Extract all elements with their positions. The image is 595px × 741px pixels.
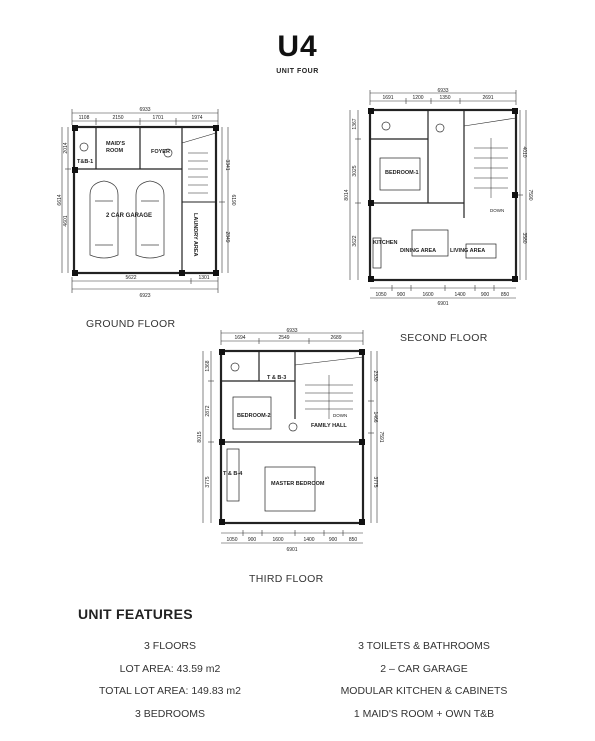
- dim-top: 2689: [330, 335, 342, 341]
- dim-top: 1200: [412, 95, 424, 101]
- feature-left-1: 3 FLOORS: [144, 640, 196, 652]
- dim-total-right: 6190: [230, 194, 236, 206]
- dim-bottom: 1600: [422, 292, 434, 298]
- dim-bottom: 5622: [125, 275, 137, 281]
- dim-left: 1368: [205, 360, 211, 372]
- dim-left: 2872: [205, 405, 211, 417]
- dim-top: 1701: [152, 115, 164, 121]
- dim-left: 4601: [63, 215, 69, 227]
- dim-top: 2549: [278, 335, 290, 341]
- dim-total-left: 8014: [344, 189, 350, 201]
- dim-total-bottom: 6923: [139, 293, 151, 299]
- dim-total-top: 6933: [139, 107, 151, 113]
- dim-total-right: 7590: [527, 189, 533, 201]
- room-label-family-hall: FAMILY HALL: [311, 423, 347, 429]
- room-label-tb1: T&B-1: [77, 159, 94, 165]
- feature-left-4: 3 BEDROOMS: [134, 708, 205, 720]
- room-label-master-bedroom: MASTER BEDROOM: [271, 481, 325, 487]
- feature-right-3: MODULAR KITCHEN & CABINETS: [340, 685, 508, 697]
- dim-bottom: 1400: [303, 537, 315, 543]
- dim-right: 3775: [372, 476, 378, 488]
- dim-bottom: 1050: [375, 292, 387, 298]
- dim-left: 3775: [205, 476, 211, 488]
- third-floor-columns: [219, 349, 365, 525]
- dim-total-left: 6614: [57, 194, 63, 206]
- dim-bottom: 850: [348, 537, 358, 543]
- unit-features-heading: UNIT FEATURES: [78, 606, 193, 622]
- dim-bottom: 850: [500, 292, 510, 298]
- room-label-laundry: LAUNDRY AREA: [192, 213, 198, 257]
- feature-left-2: LOT AREA: 43.59 m2: [119, 663, 221, 675]
- dim-top: 1694: [234, 335, 246, 341]
- car-icon: [90, 181, 118, 258]
- dim-bottom: 900: [328, 537, 338, 543]
- dim-top: 1974: [191, 115, 203, 121]
- dim-bottom: 1400: [454, 292, 466, 298]
- dim-right: 4010: [521, 146, 527, 158]
- third-floor-caption: THIRD FLOOR: [249, 573, 324, 585]
- room-label-garage: 2 CAR GARAGE: [106, 213, 153, 219]
- toilet-icon: [80, 143, 88, 151]
- car-icons: [90, 181, 164, 258]
- dim-top: 1108: [78, 115, 90, 121]
- room-label-kitchen: KITCHEN: [373, 240, 398, 246]
- unit-subtitle: UNIT FOUR: [276, 68, 319, 75]
- dim-bottom: 900: [480, 292, 490, 298]
- dim-total-right: 7591: [378, 431, 384, 443]
- dim-top: 2150: [112, 115, 124, 121]
- dim-total-left: 8015: [197, 431, 203, 443]
- sink-icon: [382, 122, 390, 130]
- feature-right-2: 2 – CAR GARAGE: [380, 663, 468, 675]
- dim-right: 3341: [224, 159, 230, 171]
- room-label-dining: DINING AREA: [400, 248, 437, 254]
- toilet-icon: [436, 124, 444, 132]
- room-label-tb4: T & B-4: [223, 471, 243, 477]
- dim-right: 2330: [372, 370, 378, 382]
- dim-total-bottom: 6901: [286, 547, 298, 553]
- dim-right: 1466: [372, 411, 378, 423]
- room-label-maids-2: ROOM: [106, 148, 124, 154]
- room-label-living: LIVING AREA: [450, 248, 486, 254]
- dim-left: 2014: [63, 142, 69, 154]
- second-floor-caption: SECOND FLOOR: [400, 332, 488, 344]
- second-floor-plan: [340, 88, 533, 307]
- stair-down-label: DOWN: [490, 208, 505, 213]
- third-floor-outline: [221, 351, 363, 523]
- room-label-bedroom-1: BEDROOM-1: [385, 170, 419, 176]
- dim-bottom: 1600: [272, 537, 284, 543]
- dim-total-top: 6933: [437, 88, 449, 94]
- room-label-maids-1: MAID'S: [106, 141, 126, 147]
- dim-total-bottom: 6901: [437, 301, 449, 307]
- car-icon: [136, 181, 164, 258]
- ground-floor-plan: [57, 105, 236, 300]
- unit-title: U4: [277, 30, 318, 63]
- master-bed-icon: [265, 467, 315, 511]
- dim-right: 3580: [521, 232, 527, 244]
- third-floor-plan: [193, 327, 383, 553]
- dim-left: 3622: [352, 235, 358, 247]
- room-label-tb3: T & B-3: [267, 375, 287, 381]
- dim-bottom: 1301: [198, 275, 210, 281]
- room-label-bedroom-2: BEDROOM-2: [237, 413, 271, 419]
- dim-bottom: 1050: [226, 537, 238, 543]
- dim-total-top: 6933: [286, 328, 298, 334]
- feature-left-3: TOTAL LOT AREA: 149.83 m2: [98, 685, 241, 697]
- room-label-foyer: FOYER: [151, 149, 170, 155]
- dim-left: 1367: [352, 118, 358, 130]
- dim-bottom: 900: [396, 292, 406, 298]
- second-floor-outline: [370, 110, 516, 280]
- ground-floor-caption: GROUND FLOOR: [86, 318, 176, 330]
- dim-top: 1350: [439, 95, 451, 101]
- feature-right-1: 3 TOILETS & BATHROOMS: [358, 640, 490, 652]
- dim-top: 2691: [482, 95, 494, 101]
- dim-right: 2849: [224, 231, 230, 243]
- stair-down-label: DOWN: [333, 413, 348, 418]
- dim-top: 1691: [382, 95, 394, 101]
- feature-right-4: 1 MAID'S ROOM + OWN T&B: [353, 708, 495, 720]
- dim-left: 3025: [352, 165, 358, 177]
- toilet-icon: [231, 363, 239, 371]
- light-fixture-icon: [289, 423, 297, 431]
- dim-bottom: 900: [247, 537, 257, 543]
